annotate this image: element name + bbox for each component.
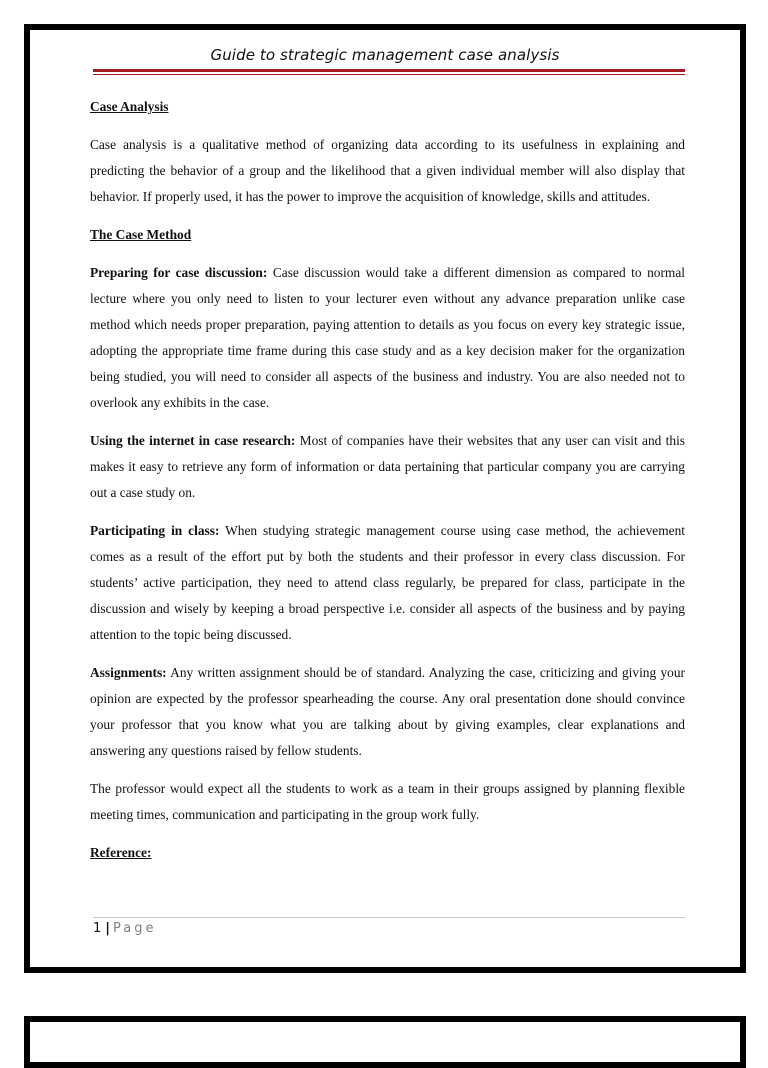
- section-heading-case-analysis: Case Analysis: [90, 99, 169, 114]
- header-rule: [93, 69, 685, 72]
- paragraph-case-analysis: Case analysis is a qualitative method of organizing data according to its usefulness in explaining and predicting the behavior of a group and the likelihood that a given individual member will also display that behavior. If properly used, it has the power to improve the acquisition of knowledge, skills and attitudes.: [90, 137, 685, 204]
- text-assignments: Any written assignment should be of standard. Analyzing the case, criticizing and giving your opinion are expected by the professor spearheading the course. Any oral presentation done should convince your professor that you know what you are talking about by giving examples, clear explanations and answering any questions raised by fellow students.: [90, 665, 685, 758]
- page-footer: [93, 921, 157, 936]
- paragraph-internet: [90, 428, 685, 506]
- header-rule-thin: [93, 74, 685, 75]
- section-heading-case-method: The Case Method: [90, 227, 192, 242]
- page-number: 1: [93, 921, 102, 936]
- text-preparing: Case discussion would take a different dimension as compared to normal lecture where you only need to listen to your lecturer even without any advance preparation unlike case method which needs proper preparation, paying attention to details as you focus on every key strategic issue, adopting the appropriate time frame during this case study and as a key decision maker for the organization being studied, you will need to consider all aspects of the business and industry. You are also needed not to overlook any exhibits in the case.: [90, 265, 685, 410]
- lead-internet: Using the internet in case research:: [90, 433, 296, 448]
- document-page: [24, 24, 746, 973]
- paragraph-participating: [90, 518, 685, 648]
- paragraph-assignments: [90, 660, 685, 764]
- section-heading-reference: Reference:: [90, 845, 152, 860]
- lead-preparing: Preparing for case discussion:: [90, 265, 268, 280]
- lead-assignments: Assignments:: [90, 665, 167, 680]
- text-internet: Most of companies have their websites that any user can visit and this makes it easy to retrieve any form of information or data pertaining that particular company you are carrying out a case study on.: [90, 433, 685, 500]
- paragraph-preparing: [90, 260, 685, 416]
- footer-separator: |: [105, 921, 111, 936]
- page-body: [90, 94, 685, 878]
- lead-participating: Participating in class:: [90, 523, 220, 538]
- paragraph-team: The professor would expect all the students to work as a team in their groups assigned by planning flexible meeting times, communication and participating in the group work fully.: [90, 781, 685, 822]
- page-label: Page: [113, 921, 157, 936]
- running-header-title: Guide to strategic management case analysis: [210, 46, 560, 64]
- text-participating: When studying strategic management course using case method, the achievement comes as a result of the effort put by both the students and their professor in every class discussion. For students’ active participation, they need to attend class regularly, be prepared for class, participate in the discussion and wisely by keeping a broad perspective i.e. consider all aspects of the business and by paying attention to the topic being discussed.: [90, 523, 685, 642]
- footer-rule: [93, 917, 685, 918]
